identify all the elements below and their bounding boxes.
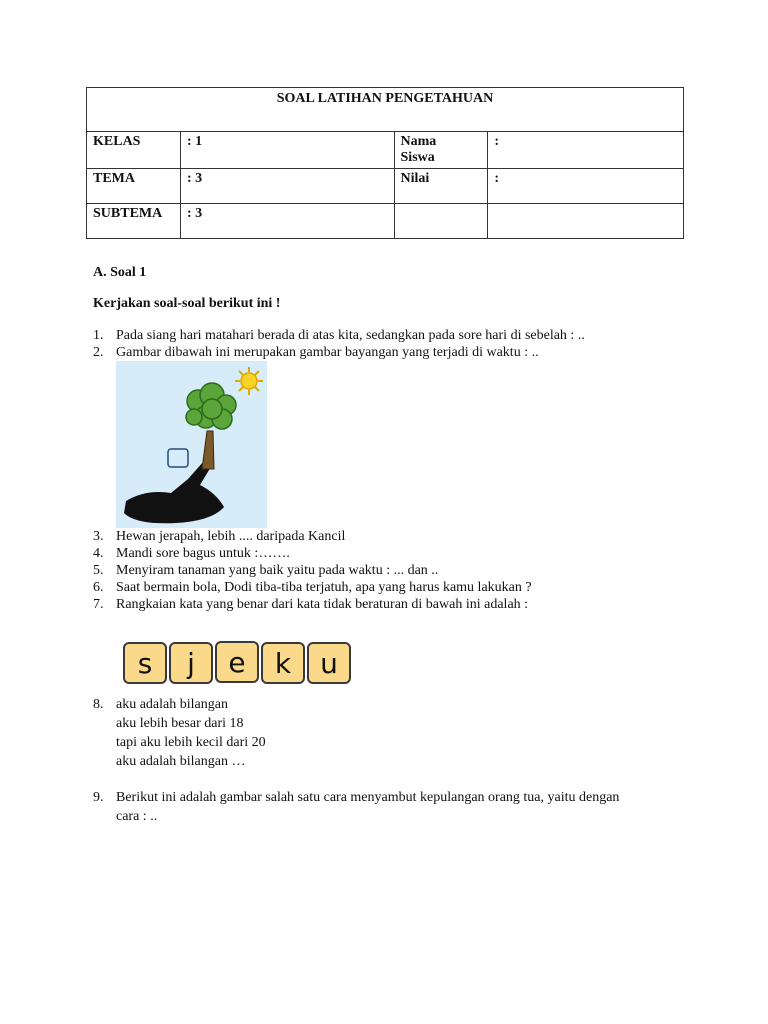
letter-tiles <box>122 640 352 686</box>
question-number: 8. <box>93 697 104 712</box>
label-subtema: SUBTEMA <box>87 204 181 239</box>
question-line: aku lebih besar dari 18 <box>116 716 244 731</box>
tile-letter: k <box>274 647 292 680</box>
question-number: 5. <box>93 563 104 578</box>
question-text: Gambar dibawah ini merupakan gambar bayangan yang terjadi di waktu : .. <box>116 345 539 360</box>
tile-letter: s <box>137 647 153 680</box>
value-kelas: : 1 <box>180 132 394 169</box>
instruction: Kerjakan soal-soal berikut ini ! <box>93 296 281 311</box>
question-number: 7. <box>93 597 104 612</box>
tile-letter: u <box>320 647 338 680</box>
empty-cell <box>394 204 488 239</box>
label-tema: TEMA <box>87 169 181 204</box>
question-text: Menyiram tanaman yang baik yaitu pada waktu : ... dan .. <box>116 563 439 578</box>
letter-tile[interactable] <box>308 643 350 683</box>
question-line: Berikut ini adalah gambar salah satu cara menyambut kepulangan orang tua, yaitu dengan <box>116 790 620 805</box>
question-text: Rangkaian kata yang benar dari kata tidak beraturan di bawah ini adalah : <box>116 597 529 612</box>
question-number: 3. <box>93 529 104 544</box>
label-nama-line2: Siswa <box>400 150 435 165</box>
question-line: cara : .. <box>116 809 158 824</box>
value-tema: : 3 <box>180 169 394 204</box>
tree-shadow-image <box>116 361 267 528</box>
question-text: Hewan jerapah, lebih .... daripada Kancil <box>116 529 346 544</box>
question-number: 4. <box>93 546 104 561</box>
question-line: tapi aku lebih kecil dari 20 <box>116 735 266 750</box>
question-number: 2. <box>93 345 104 360</box>
value-subtema: : 3 <box>180 204 394 239</box>
value-nama-siswa[interactable]: : <box>488 132 684 169</box>
question-text: Mandi sore bagus untuk :……. <box>116 546 290 561</box>
label-kelas: KELAS <box>87 132 181 169</box>
question-text: Saat bermain bola, Dodi tiba-tiba terjatuh, apa yang harus kamu lakukan ? <box>116 580 532 595</box>
letter-tile[interactable] <box>262 643 304 683</box>
tile-letter: j <box>187 647 195 680</box>
header-table <box>86 87 684 239</box>
question-number: 6. <box>93 580 104 595</box>
sun-icon <box>235 367 263 395</box>
label-nama-siswa <box>394 132 488 169</box>
question-line: aku adalah bilangan <box>116 697 228 712</box>
question-number: 9. <box>93 790 104 805</box>
letter-tile[interactable] <box>216 642 258 682</box>
section-heading: A. Soal 1 <box>93 265 147 280</box>
question-text: Pada siang hari matahari berada di atas kita, sedangkan pada sore hari di sebelah : .. <box>116 328 585 343</box>
empty-cell <box>488 204 684 239</box>
label-nilai: Nilai <box>394 169 488 204</box>
label-nama-line1: Nama <box>400 134 437 149</box>
tile-letter: e <box>228 646 246 679</box>
letter-tile[interactable] <box>170 643 212 683</box>
letter-tile[interactable] <box>124 643 166 683</box>
value-nilai[interactable]: : <box>488 169 684 204</box>
question-line: aku adalah bilangan … <box>116 754 246 769</box>
header-title: SOAL LATIHAN PENGETAHUAN <box>87 88 684 132</box>
question-number: 1. <box>93 328 104 343</box>
